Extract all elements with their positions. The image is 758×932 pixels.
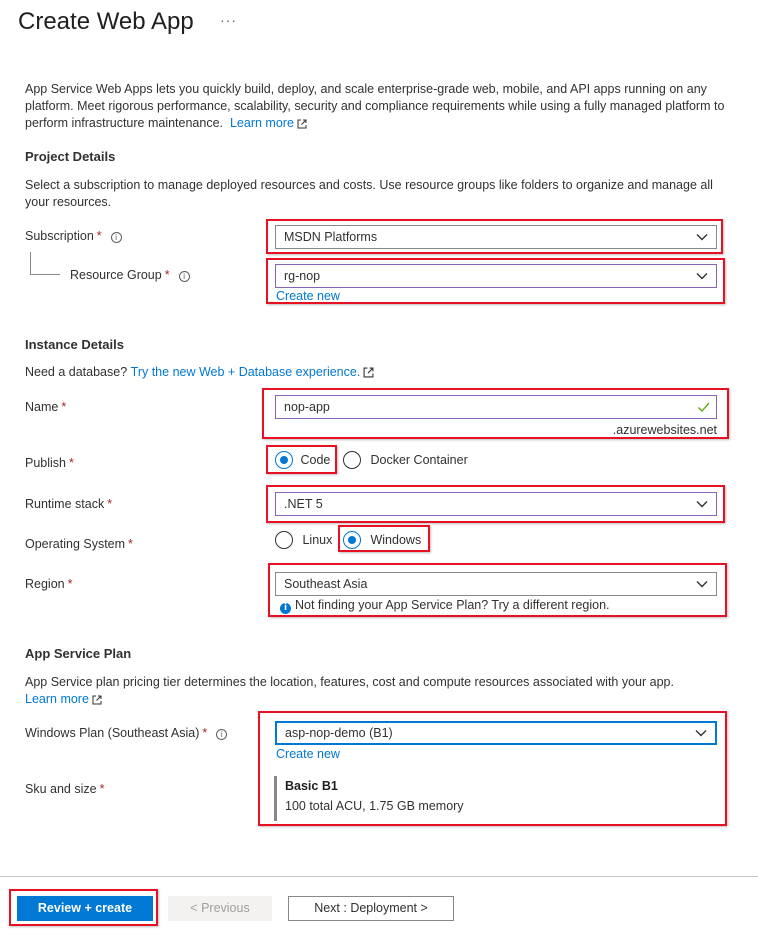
sku-detail: 100 total ACU, 1.75 GB memory — [285, 799, 464, 813]
project-details-heading: Project Details — [25, 149, 116, 164]
subscription-select[interactable] — [275, 225, 717, 249]
footer-divider — [0, 876, 758, 877]
chevron-down-icon — [695, 728, 707, 738]
external-link-icon — [92, 695, 102, 705]
tree-connector-vertical — [30, 252, 31, 274]
windows-plan-value: asp-nop-demo (B1) — [285, 726, 393, 740]
intro-text: App Service Web Apps lets you quickly build, deploy, and scale enterprise-grade web, mobile, and API apps running on any platform. Meet rigorous performance, scalability, security and compliance requirements while using a fully managed platform to perform infrastructure maintenance. — [25, 82, 725, 130]
required-marker: * — [67, 577, 73, 591]
required-marker: * — [96, 229, 102, 243]
os-windows-option[interactable] — [343, 531, 421, 549]
project-details-description: Select a subscription to manage deployed resources and costs. Use resource groups like folders to organize and manage all your resources. — [25, 178, 713, 209]
external-link-icon — [363, 367, 374, 378]
os-linux-option[interactable] — [275, 531, 332, 549]
instance-details-heading: Instance Details — [25, 337, 124, 352]
subscription-value: MSDN Platforms — [284, 230, 378, 244]
publish-code-label: Code — [300, 453, 331, 467]
intro-description — [25, 81, 725, 132]
resource-group-create-new-link[interactable]: Create new — [276, 289, 340, 303]
region-hint: i Not finding your App Service Plan? Try a different region. — [280, 598, 610, 614]
required-marker: * — [107, 497, 113, 511]
publish-docker-option[interactable] — [343, 451, 468, 469]
radio-button[interactable] — [275, 451, 293, 469]
runtime-stack-label: Runtime stack * — [25, 497, 113, 511]
page-title: Create Web App — [18, 8, 194, 35]
windows-plan-label: Windows Plan (Southeast Asia) * i — [25, 726, 227, 740]
info-icon: i — [280, 603, 291, 614]
radio-button[interactable] — [275, 531, 293, 549]
checkmark-icon — [697, 401, 710, 413]
resource-group-label: Resource Group * i — [70, 268, 190, 282]
name-input[interactable] — [275, 395, 717, 419]
external-link-icon — [297, 119, 307, 129]
subscription-label: Subscription * i — [25, 229, 122, 243]
required-marker: * — [61, 400, 67, 414]
radio-button[interactable] — [343, 531, 361, 549]
required-marker: * — [164, 268, 170, 282]
info-icon[interactable]: i — [179, 271, 190, 282]
plan-learn-more-link[interactable]: Learn more — [25, 692, 89, 706]
required-marker: * — [69, 456, 74, 470]
chevron-down-icon — [696, 232, 708, 242]
radio-button[interactable] — [343, 451, 361, 469]
operating-system-label: Operating System * — [25, 537, 133, 551]
sku-name: Basic B1 — [285, 779, 338, 793]
windows-plan-select[interactable] — [275, 721, 717, 745]
next-deployment-button[interactable]: Next : Deployment > — [288, 896, 454, 921]
resource-group-value: rg-nop — [284, 269, 321, 283]
publish-docker-label: Docker Container — [370, 453, 468, 467]
tree-connector-horizontal — [30, 274, 60, 275]
name-value: nop-app — [284, 400, 330, 414]
sku-size-label: Sku and size * — [25, 782, 105, 796]
web-database-link[interactable]: Try the new Web + Database experience. — [130, 365, 361, 379]
previous-button[interactable]: < Previous — [168, 896, 272, 921]
runtime-stack-value: .NET 5 — [284, 497, 323, 511]
required-marker: * — [99, 782, 105, 796]
intro-learn-more-link[interactable]: Learn more — [229, 116, 294, 130]
publish-label: Publish * — [25, 456, 74, 470]
region-value: Southeast Asia — [284, 577, 368, 591]
info-icon[interactable]: i — [111, 232, 122, 243]
app-service-plan-description: App Service plan pricing tier determines the location, features, cost and compute resources associated with your app. Learn more — [25, 675, 674, 706]
more-options-icon[interactable]: ··· — [220, 12, 237, 28]
name-domain-suffix: .azurewebsites.net — [612, 423, 717, 437]
publish-code-option[interactable] — [275, 451, 330, 469]
runtime-stack-select[interactable] — [275, 492, 717, 516]
required-marker: * — [202, 726, 208, 740]
chevron-down-icon — [696, 499, 708, 509]
sku-card — [274, 776, 464, 821]
chevron-down-icon — [696, 271, 708, 281]
region-label: Region * — [25, 577, 73, 591]
app-service-plan-heading: App Service Plan — [25, 646, 132, 661]
resource-group-select[interactable] — [275, 264, 717, 288]
required-marker: * — [128, 537, 133, 551]
database-prompt: Need a database? Try the new Web + Database experience. — [25, 365, 374, 379]
os-linux-label: Linux — [302, 533, 333, 547]
os-windows-label: Windows — [370, 533, 422, 547]
review-create-button[interactable]: Review + create — [17, 896, 153, 921]
name-label: Name * — [25, 400, 67, 414]
plan-create-new-link[interactable]: Create new — [276, 747, 340, 761]
info-icon[interactable]: i — [216, 729, 227, 740]
region-select[interactable] — [275, 572, 717, 596]
chevron-down-icon — [696, 579, 708, 589]
